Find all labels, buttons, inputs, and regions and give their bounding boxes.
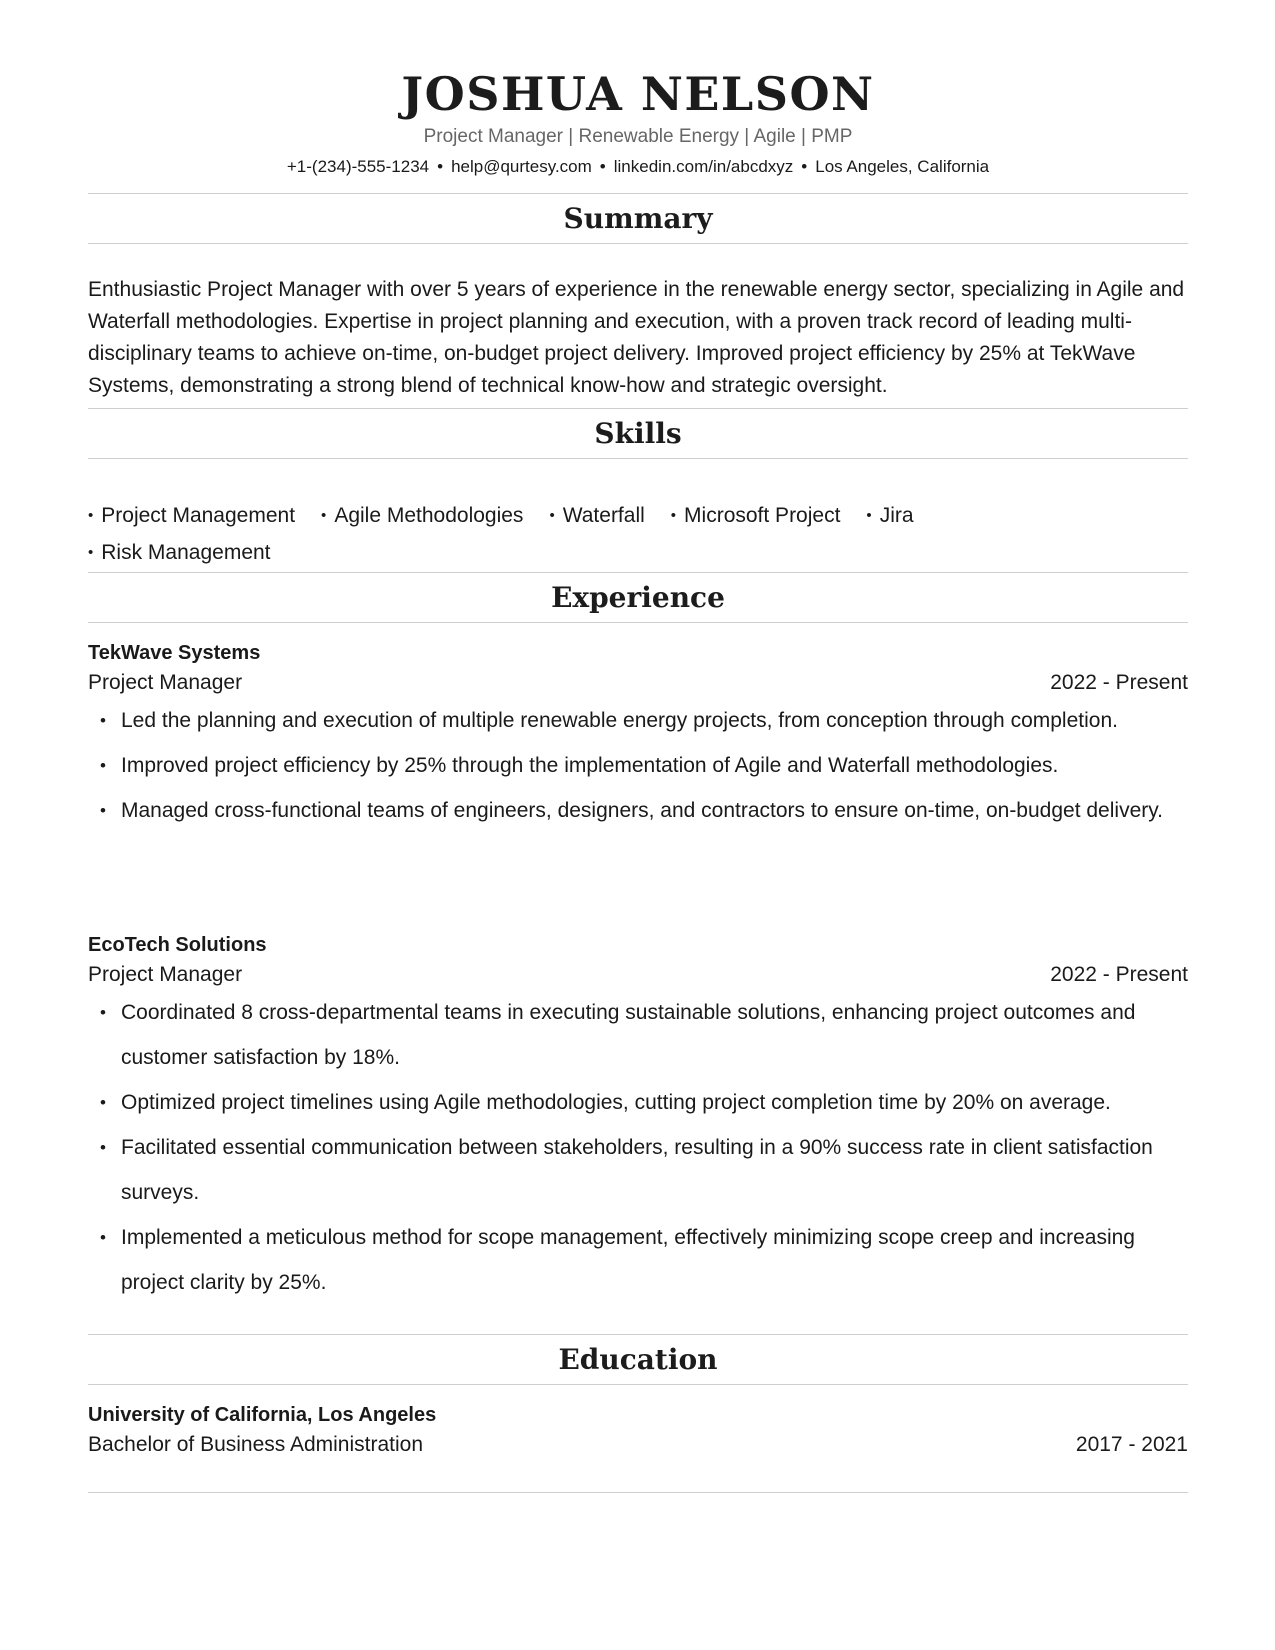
company-name: EcoTech Solutions	[88, 934, 267, 956]
skills-heading: Skills	[594, 417, 682, 450]
section-divider	[88, 408, 1188, 409]
contact-linkedin[interactable]: linkedin.com/in/abcdxyz	[613, 157, 794, 176]
job-title: Project Manager	[88, 671, 243, 694]
skill-item: • Jira	[866, 498, 913, 535]
section-divider	[88, 1334, 1188, 1335]
skill-item: • Project Management	[88, 498, 295, 535]
experience-entry	[88, 930, 1188, 1305]
section-divider	[88, 458, 1188, 459]
school-name: University of California, Los Angeles	[88, 1404, 437, 1426]
bullet-item: • Coordinated 8 cross-departmental teams in executing sustainable solutions, enhancing project outcomes and customer satisfaction by 18%.	[121, 990, 1188, 1080]
job-dates: 2022 - Present	[1050, 963, 1188, 986]
contact-separator: •	[437, 157, 444, 176]
skill-item: • Microsoft Project	[671, 498, 841, 535]
role-row	[88, 668, 1188, 698]
degree: Bachelor of Business Administration	[88, 1433, 424, 1456]
contact-separator: •	[801, 157, 808, 176]
bullet-item: • Managed cross-functional teams of engineers, designers, and contractors to ensure on-time, on-budget delivery.	[121, 788, 1188, 833]
job-bullets	[88, 990, 1188, 1305]
skill-item: • Risk Management	[88, 535, 271, 572]
experience-entry	[88, 638, 1188, 833]
section-divider	[88, 193, 1188, 194]
summary-heading: Summary	[563, 202, 713, 235]
bullet-item: • Led the planning and execution of multiple renewable energy projects, from conception through completion.	[121, 698, 1188, 743]
contact-location: Los Angeles, California	[815, 157, 990, 176]
experience-heading: Experience	[551, 581, 725, 614]
skills-list	[88, 498, 1188, 572]
role-row	[88, 960, 1188, 990]
education-heading: Education	[558, 1343, 718, 1376]
company-name: TekWave Systems	[88, 642, 261, 664]
section-divider	[88, 572, 1188, 573]
education-dates: 2017 - 2021	[1075, 1433, 1188, 1456]
bullet-item: • Optimized project timelines using Agile methodologies, cutting project completion time by 20% on average.	[121, 1080, 1188, 1125]
section-divider	[88, 622, 1188, 623]
job-dates: 2022 - Present	[1050, 671, 1188, 694]
bullet-item: • Facilitated essential communication between stakeholders, resulting in a 90% success rate in client satisfaction surveys.	[121, 1125, 1188, 1215]
summary-text: Enthusiastic Project Manager with over 5 years of experience in the renewable energy sector, specializing in Agile and Waterfall methodologies. Expertise in project planning and execution, with a proven track record of leading multi-disciplinary teams to achieve on-time, on-budget project delivery. Improved project efficiency by 25% at TekWave Systems, demonstrating a strong blend of technical know-how and strategic oversight.	[88, 278, 1185, 397]
section-divider	[88, 1384, 1188, 1385]
job-title: Project Manager	[88, 963, 243, 986]
skill-item: • Agile Methodologies	[321, 498, 523, 535]
candidate-tagline: Project Manager | Renewable Energy | Agile | PMP	[423, 126, 853, 147]
education-entry	[88, 1400, 1188, 1460]
contact-phone: +1-(234)-555-1234	[286, 157, 430, 176]
contact-line	[88, 155, 1188, 179]
contact-separator: •	[599, 157, 606, 176]
bullet-item: • Improved project efficiency by 25% through the implementation of Agile and Waterfall methodologies.	[121, 743, 1188, 788]
contact-email[interactable]: help@qurtesy.com	[451, 157, 592, 176]
skill-item: • Waterfall	[549, 498, 644, 535]
bullet-item: • Implemented a meticulous method for scope management, effectively minimizing scope creep and increasing project clarity by 25%.	[121, 1215, 1188, 1305]
degree-row	[88, 1430, 1188, 1460]
section-divider	[88, 1492, 1188, 1493]
section-divider	[88, 243, 1188, 244]
job-bullets	[88, 698, 1188, 833]
candidate-name: JOSHUA NELSON	[401, 67, 875, 121]
